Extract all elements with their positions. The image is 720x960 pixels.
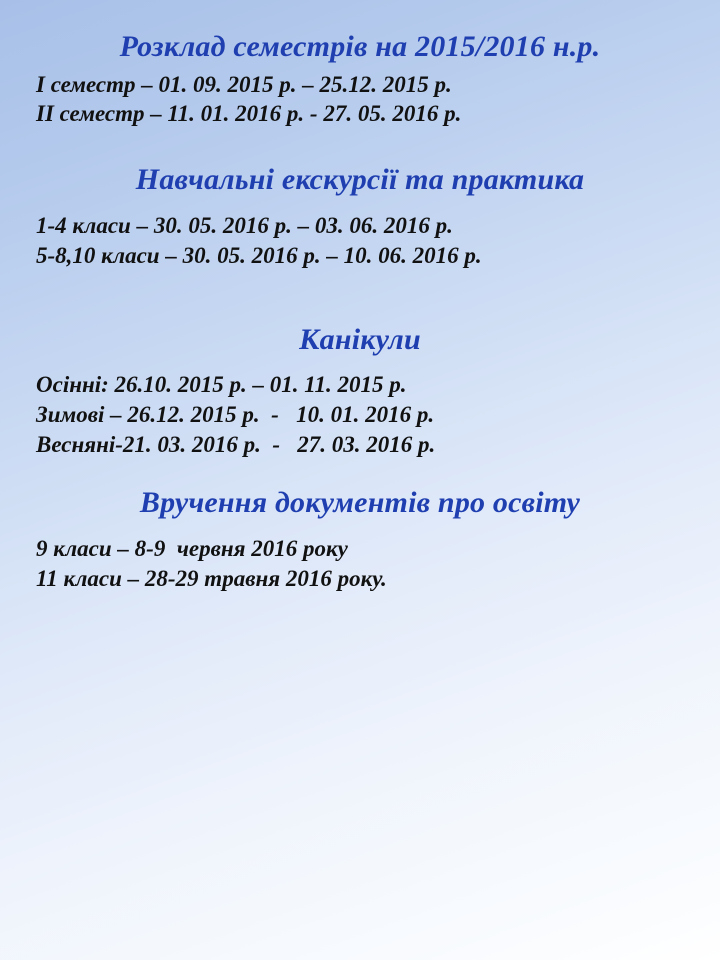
holidays-line-2: Зимові – 26.12. 2015 р. - 10. 01. 2016 р. [36, 402, 435, 428]
semesters-line-2: II семестр – 11. 01. 2016 р. - 27. 05. 2016 р. [36, 101, 462, 127]
section-title-diplomas: Вручення документів про освіту [139, 486, 581, 520]
spacer-3 [0, 460, 720, 486]
section-diplomas [0, 486, 720, 593]
diplomas-line-1: 9 класи – 8-9 червня 2016 року [36, 535, 348, 561]
spacer-title-holidays [0, 356, 720, 370]
diplomas-line-2: 11 класи – 28-29 травня 2016 року. [36, 565, 387, 591]
section-title-semesters: Розклад семестрів на 2015/2016 н.р. [119, 30, 601, 63]
section-excursions [0, 163, 720, 270]
spacer-1 [0, 129, 720, 163]
semesters-line-1: I семестр – 01. 09. 2015 р. – 25.12. 2015 р. [36, 71, 452, 97]
spacer-title-excursions [0, 197, 720, 211]
section-holidays [0, 323, 720, 460]
spacer-2 [0, 271, 720, 323]
section-title-holidays: Канікули [299, 322, 421, 356]
holidays-line-1: Осінні: 26.10. 2015 р. – 01. 11. 2015 р. [36, 372, 407, 398]
slide-content [0, 30, 720, 593]
excursions-line-1: 1-4 класи – 30. 05. 2016 р. – 03. 06. 2016 р. [36, 212, 453, 238]
section-title-excursions: Навчальні екскурсії та практика [135, 163, 585, 197]
holidays-line-3: Весняні-21. 03. 2016 р. - 27. 03. 2016 р. [36, 432, 436, 458]
spacer-title-diplomas [0, 520, 720, 534]
section-semesters [0, 30, 720, 129]
excursions-line-2: 5-8,10 класи – 30. 05. 2016 р. – 10. 06. 2016 р. [36, 242, 482, 268]
